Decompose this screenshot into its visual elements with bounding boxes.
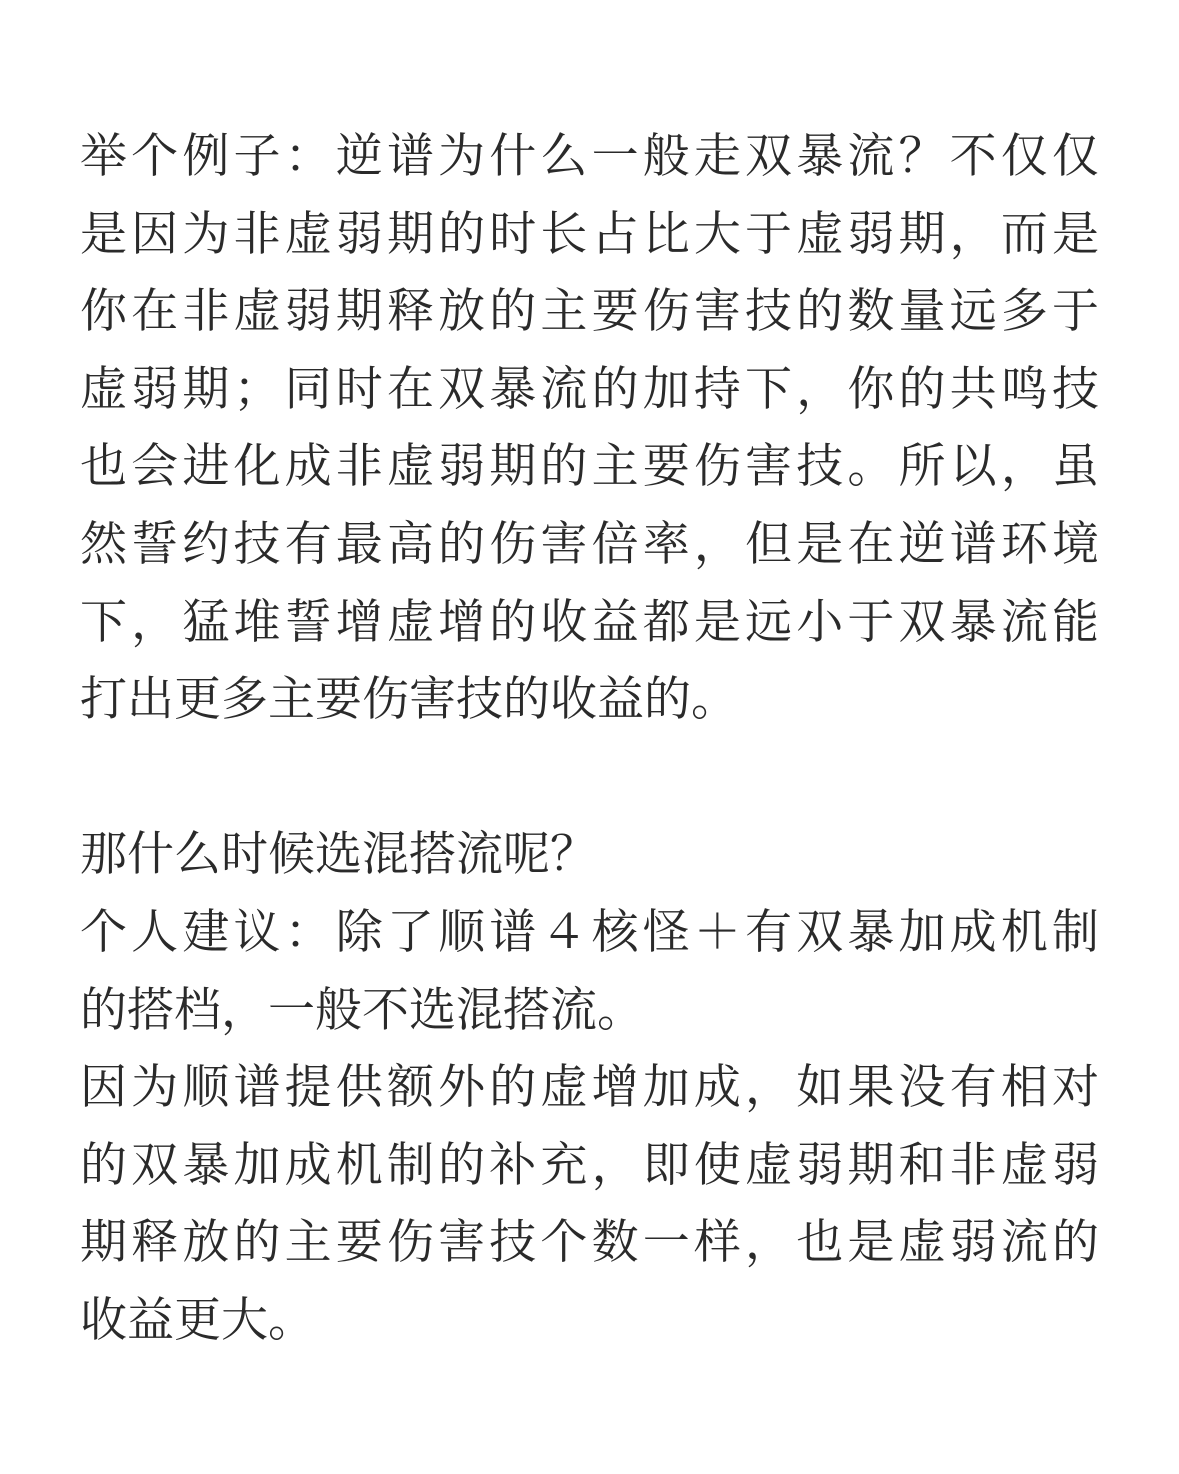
text-line: 期释放的主要伤害技个数一样，也是虚弱流的 xyxy=(80,1215,1099,1271)
text-line: 然誓约技有最高的伤害倍率，但是在逆谱环境 xyxy=(80,516,1099,572)
text-line: 个人建议：除了顺谱４核怪＋有双暴加成机制 xyxy=(80,904,1099,960)
paragraph-example xyxy=(80,118,1099,739)
text-line: 打出更多主要伤害技的收益的。 xyxy=(80,672,738,728)
text-line: 下，猛堆誓增虚增的收益都是远小于双暴流能 xyxy=(80,594,1099,650)
text-line: 因为顺谱提供额外的虚增加成，如果没有相对 xyxy=(80,1060,1099,1116)
text-line: 你在非虚弱期释放的主要伤害技的数量远多于 xyxy=(80,284,1099,340)
text-line: 虚弱期；同时在双暴流的加持下，你的共鸣技 xyxy=(80,361,1099,417)
text-line: 是因为非虚弱期的时长占比大于虚弱期，而是 xyxy=(80,206,1099,262)
text-line: 那什么时候选混搭流呢？ xyxy=(80,827,597,883)
text-line: 的双暴加成机制的补充，即使虚弱期和非虚弱 xyxy=(80,1137,1099,1193)
text-line: 收益更大。 xyxy=(80,1292,315,1348)
text-line: 举个例子：逆谱为什么一般走双暴流？不仅仅 xyxy=(80,129,1099,184)
text-line: 的搭档，一般不选混搭流。 xyxy=(80,982,644,1038)
paragraph-spacer xyxy=(80,739,1099,817)
paragraph-advice xyxy=(80,816,1099,1359)
text-line: 也会进化成非虚弱期的主要伤害技。所以，虽 xyxy=(80,439,1099,495)
